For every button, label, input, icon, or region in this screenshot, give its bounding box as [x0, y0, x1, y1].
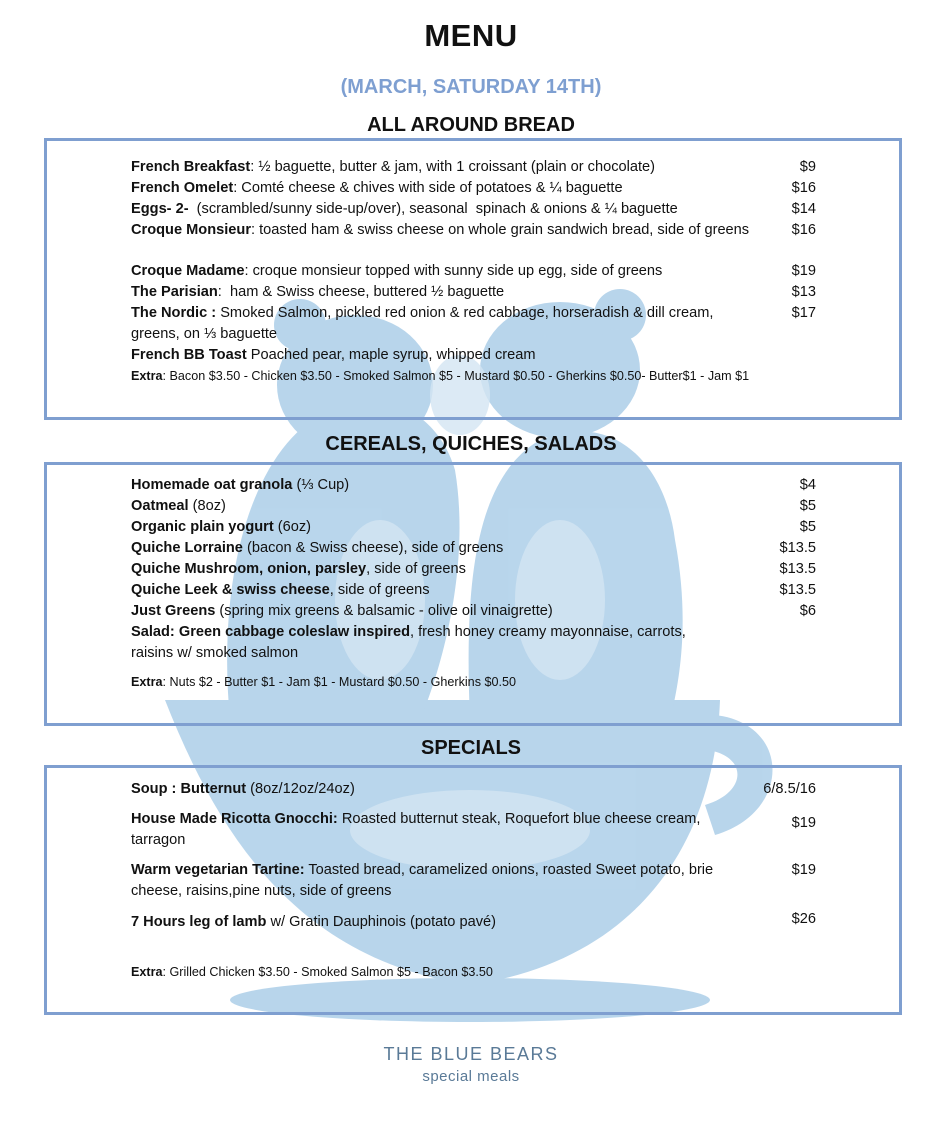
item-price: $4	[799, 477, 816, 493]
item-name: Salad: Green cabbage coleslaw inspired	[131, 624, 411, 640]
item-desc: Toasted bread, caramelized onions, roasted Sweet potato, brie cheese, raisins,pine nuts, side of greens	[131, 862, 714, 899]
item-desc: : ham & Swiss cheese, buttered ½ baguette	[217, 284, 505, 300]
item-name: Quiche Lorraine	[131, 540, 243, 556]
item-name: French BB Toast	[131, 347, 247, 363]
item-desc: , side of greens	[329, 582, 430, 598]
brand-tagline: special meals	[422, 1068, 520, 1085]
item-name: Just Greens	[131, 603, 216, 619]
item-name: The Parisian	[131, 284, 218, 300]
section-title-bread: ALL AROUND BREAD	[367, 114, 575, 136]
item-desc: (bacon & Swiss cheese), side of greens	[242, 540, 504, 556]
item-name: Organic plain yogurt	[131, 519, 274, 535]
item-price: $19	[791, 263, 816, 279]
item-name: Warm vegetarian Tartine:	[131, 862, 305, 878]
item-desc: (8oz)	[188, 498, 226, 514]
item-name: Homemade oat granola	[131, 477, 293, 493]
item-price: $6	[799, 603, 816, 619]
item-desc: : croque monsieur topped with sunny side up egg, side of greens	[244, 263, 663, 279]
item-price: $14	[791, 201, 816, 217]
item-price: $16	[791, 180, 816, 196]
section-title-cereals: CEREALS, QUICHES, SALADS	[325, 433, 617, 455]
extras-line	[131, 367, 749, 385]
item-desc: (⅓ Cup)	[292, 477, 350, 493]
item-price: $9	[799, 159, 816, 175]
item-price: $13	[791, 284, 816, 300]
extras-text: : Bacon $3.50 - Chicken $3.50 - Smoked Salmon $5 - Mustard $0.50 - Gherkins $0.50- Butter$1 - Jam $1	[162, 369, 750, 383]
extras-line	[131, 673, 516, 691]
item-desc: Smoked Salmon, pickled red onion & red cabbage, horseradish & dill cream, greens, on ⅓ baguette	[131, 305, 714, 342]
item-name: Eggs- 2-	[131, 201, 189, 217]
item-desc: : ½ baguette, butter & jam, with 1 croissant (plain or chocolate)	[250, 159, 656, 175]
item-desc: (scrambled/sunny side-up/over), seasonal spinach & onions & ¼ baguette	[188, 201, 678, 217]
item-name: House Made Ricotta Gnocchi:	[131, 811, 338, 827]
item-price: $16	[791, 222, 816, 238]
menu-title: MENU	[424, 18, 518, 53]
item-name: Oatmeal	[131, 498, 189, 514]
item-price: $5	[799, 498, 816, 514]
item-name: Quiche Mushroom, onion, parsley	[131, 561, 367, 577]
item-desc: , side of greens	[366, 561, 466, 577]
item-name: The Nordic :	[131, 305, 217, 321]
section-title-specials: SPECIALS	[420, 737, 522, 759]
extras-label: Extra	[131, 369, 163, 383]
item-name: 7 Hours leg of lamb	[131, 914, 267, 930]
item-price: $17	[791, 305, 816, 321]
item-name: Croque Madame	[131, 263, 245, 279]
item-desc: , fresh honey creamy mayonnaise, carrots, raisins w/ smoked salmon	[131, 624, 686, 661]
item-desc: (8oz/12oz/24oz)	[246, 781, 355, 797]
item-desc: : Comté cheese & chives with side of potatoes & ¼ baguette	[233, 180, 623, 196]
item-price: $13.5	[779, 582, 816, 598]
item-price: $13.5	[779, 561, 816, 577]
extras-text: : Grilled Chicken $3.50 - Smoked Salmon $5 - Bacon $3.50	[162, 965, 493, 979]
item-name: Soup : Butternut	[131, 781, 247, 797]
item-desc: (6oz)	[273, 519, 312, 535]
item-name: Croque Monsieur	[131, 222, 251, 238]
item-price: $13.5	[779, 540, 816, 556]
item-price: $5	[799, 519, 816, 535]
item-name: French Breakfast	[131, 159, 251, 175]
extras-text: : Nuts $2 - Butter $1 - Jam $1 - Mustard $0.50 - Gherkins $0.50	[162, 675, 517, 689]
item-desc: (spring mix greens & balsamic - olive oil vinaigrette)	[215, 603, 553, 619]
item-price: $19	[791, 815, 816, 831]
extras-label: Extra	[131, 675, 163, 689]
item-price: 6/8.5/16	[763, 781, 816, 797]
item-desc: Poached pear, maple syrup, whipped cream	[246, 347, 536, 363]
brand-name: THE BLUE BEARS	[383, 1044, 559, 1064]
menu-date: (MARCH, SATURDAY 14TH)	[340, 76, 602, 98]
item-price: $26	[791, 911, 816, 927]
item-name: Quiche Leek & swiss cheese	[131, 582, 330, 598]
extras-line	[131, 963, 493, 981]
item-desc: Roasted butternut steak, Roquefort blue cheese cream, tarragon	[131, 811, 701, 848]
item-price: $19	[791, 862, 816, 878]
item-desc: : toasted ham & swiss cheese on whole grain sandwich bread, side of greens	[251, 222, 750, 238]
item-desc: w/ Gratin Dauphinois (potato pavé)	[266, 914, 496, 930]
item-name: French Omelet	[131, 180, 234, 196]
extras-label: Extra	[131, 965, 163, 979]
